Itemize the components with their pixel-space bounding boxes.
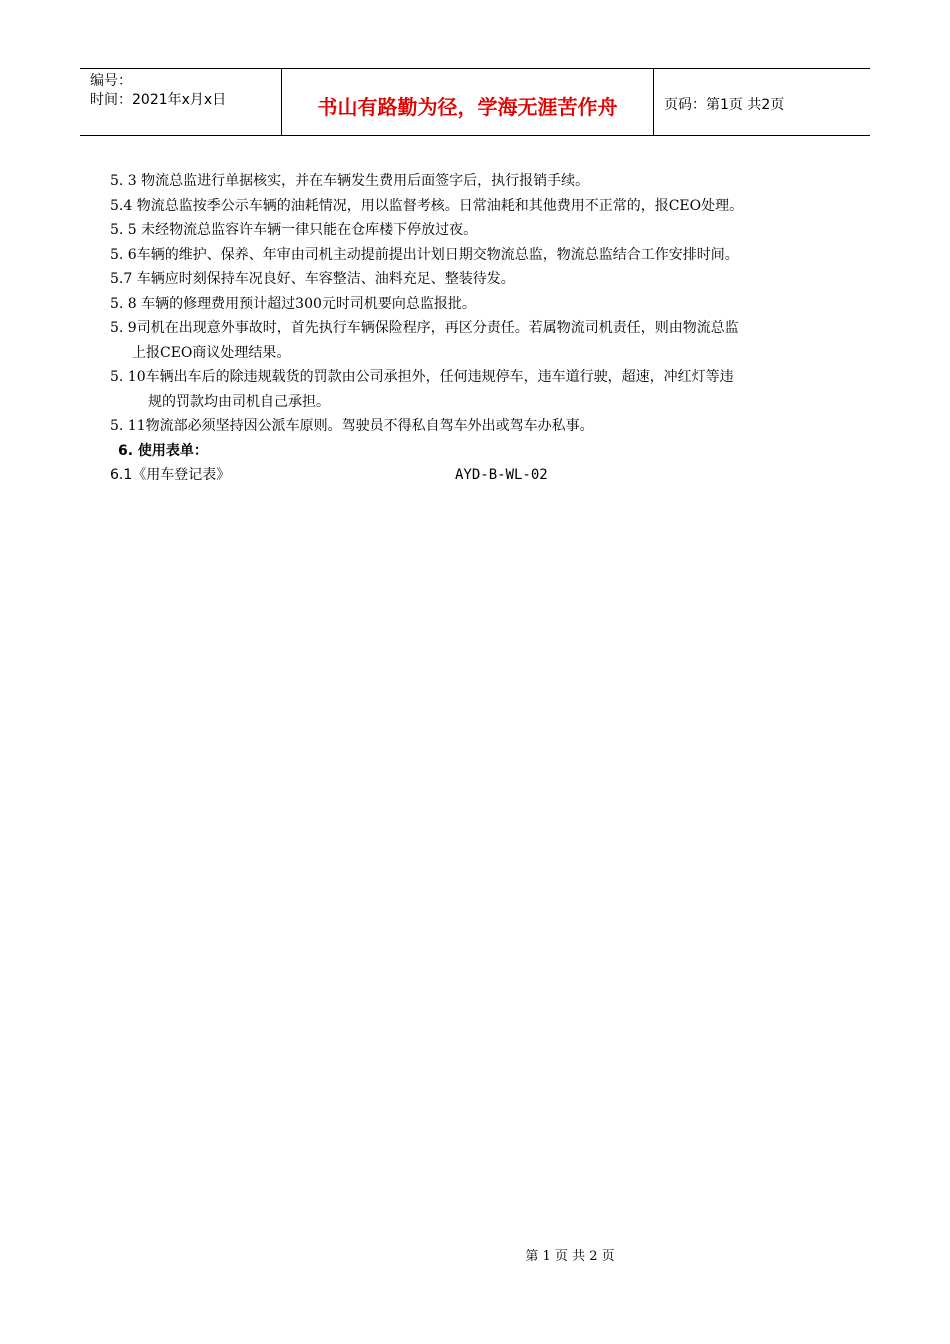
clause-5-6: 5. 6车辆的维护、保养、年审由司机主动提前提出计划日期交物流总监，物流总监结合工作安排时间。 xyxy=(110,246,739,263)
clause-5-11: 5. 11物流部必须坚持因公派车原则。驾驶员不得私自驾车外出或驾车办私事。 xyxy=(110,418,594,434)
header-motto: 书山有路勤为径，学海无涯苦作舟 xyxy=(282,69,654,135)
form-prefix: 6.1 xyxy=(110,467,133,483)
form-item xyxy=(110,463,870,488)
document-header xyxy=(80,68,870,136)
header-page-label: 页码：第1页 共2页 xyxy=(664,97,785,113)
header-info-cell xyxy=(80,69,282,135)
page-footer: 第 1 页 共 2 页 xyxy=(525,1249,615,1264)
clause-5-9: 5. 9司机在出现意外事故时，首先执行车辆保险程序，再区分责任。若属物流司机责任，则由物流总监 上报CEO商议处理结果。 xyxy=(110,320,739,361)
clause-5-8: 5. 8 车辆的修理费用预计超过300元时司机要向总监报批。 xyxy=(110,295,476,312)
time-label: 时间：2021年x月x日 xyxy=(90,92,227,108)
section-6-title: 6. 使用表单： xyxy=(118,442,208,459)
clause-5-4: 5.4 物流总监按季公示车辆的油耗情况，用以监督考核。日常油耗和其他费用不正常的，报CEO处理。 xyxy=(110,197,744,214)
form-code: AYD-B-WL-02 xyxy=(455,467,548,483)
clause-5-5: 5. 5 未经物流总监容许车辆一律只能在仓库楼下停放过夜。 xyxy=(110,222,478,238)
clause-5-10: 5. 10车辆出车后的除违规载货的罚款由公司承担外，任何违规停车，违车道行驶，超速，冲红灯等违 规的罚款均由司机自己承担。 xyxy=(110,369,734,410)
code-label: 编号： xyxy=(90,73,132,89)
clause-5-3: 5. 3 物流总监进行单据核实，并在车辆发生费用后面签字后，执行报销手续。 xyxy=(110,173,590,189)
clause-5-7: 5.7 车辆应时刻保持车况良好、车容整洁、油料充足、整装待发。 xyxy=(110,271,515,287)
form-name: 《用车登记表》 xyxy=(132,467,231,483)
document-body xyxy=(110,169,870,488)
